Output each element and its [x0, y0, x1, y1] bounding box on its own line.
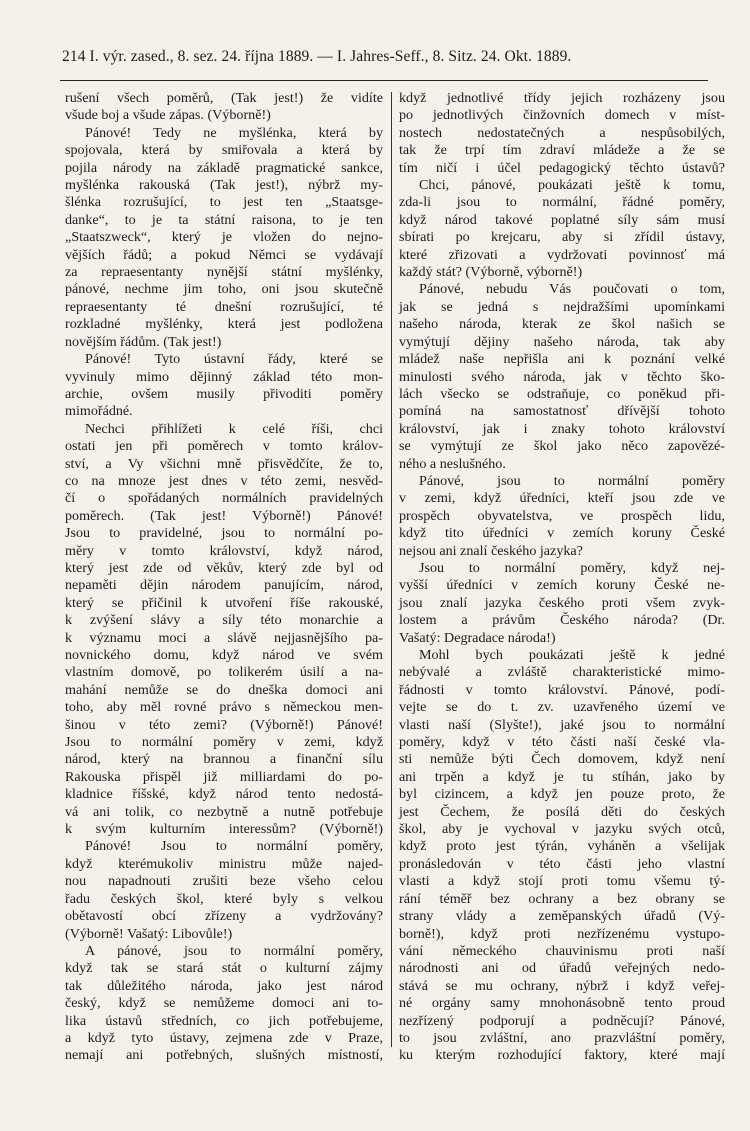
text-line: tak důležitého národa, jako jest národ [65, 977, 383, 994]
text-line: a když tyto ústavy, zejmena zde v Praze, [65, 1029, 383, 1046]
text-line: mimořádné. [65, 403, 133, 420]
text-line: novějším řádům. (Tak jest!) [65, 333, 222, 350]
text-line: měry v tomto království, když národ, [65, 542, 383, 559]
text-line: ného a neslušného. [399, 455, 506, 472]
text-line: Nechci přihlížeti k celé říši, chci [85, 420, 383, 437]
text-line: vání německého chauvinismu proti naší [399, 942, 725, 959]
text-line: tak že trpí tím zdraví mládeže a že se [399, 142, 725, 159]
text-line: nezřízený podporují a podněcují? Pánové, [399, 1012, 725, 1029]
text-line: novnického domu, když národ ve svém [65, 647, 383, 663]
text-line: vyšší úředníci v zemích koruny České ne- [399, 577, 725, 594]
text-line: repraesentanty té dnešní rozrušující, té [65, 298, 383, 315]
text-line: k významu moci a slávě nejjasnějšího pa- [65, 629, 383, 646]
text-line: pomíná na samostatnosť dřívější tohoto [399, 403, 725, 420]
text-line: rozkladné myšlénky, která jest podložena [65, 316, 383, 333]
running-header: 214 I. výr. zased., 8. sez. 24. října 1889. — I. Jahres-Seff., 8. Sitz. 24. Okt. 1889. [62, 48, 572, 65]
text-line: sbírati po krejcaru, aby si zřídil ústavy, [399, 229, 725, 246]
text-line: co na mnoze jest dnes v této zemi, nesvěd- [65, 472, 383, 489]
text-line: mládež naše nepřišla ani k poznání velké [399, 351, 725, 368]
text-line: rušení všech poměrů, (Tak jest!) že vidíte [65, 90, 383, 106]
text-line: všude boj a všude zápas. (Výborně!) [65, 107, 271, 124]
text-line: Jsou to normální poměry v zemi, když [65, 734, 383, 751]
text-line: národ, který na brannou a finanční sílu [65, 751, 383, 768]
text-line: mahání nemůže se do dneška domoci ani [65, 681, 383, 698]
column-divider [391, 92, 392, 1047]
text-line: tím ničí i účel pedagogický těchto ústavů? [399, 159, 725, 176]
text-line: Jsou to pravidelné, jsou to normální po- [65, 525, 383, 542]
text-line: sti nemůže býti Čech domovem, když není [399, 751, 725, 768]
text-line: Jsou to normální poměry, když nej- [419, 559, 725, 576]
text-line: vymýtují dějiny našeho národa, tak aby [399, 333, 725, 350]
text-line: nemají ani potřebných, slušných místností, [65, 1047, 383, 1064]
text-line: rání téměř bez ochrany a bez obrany se [399, 890, 725, 907]
text-line: království, jak i znaky tohoto království [399, 420, 725, 437]
text-line: né orgány samy mnohonásobně tento proud [399, 995, 725, 1012]
text-line: Chci, pánové, poukázati ještě k tomu, [419, 177, 725, 194]
text-line: borně!), když proti nezřízenému vystupo- [399, 925, 725, 942]
text-line: strany vlády a zeměpanských úřadů (Vý- [399, 908, 725, 925]
text-line: řádnosti v tomto království. Pánové, podí- [399, 681, 725, 698]
text-line: kladnice říšské, když národ tento nedostá- [65, 786, 383, 803]
text-line: Pánové! Jsou to normální poměry, [85, 838, 383, 855]
text-line: k svým kulturním interessům? (Výborně!) [65, 821, 383, 838]
text-line: nebývalé a zvláště charakteristické mimo- [399, 664, 725, 681]
text-line: za repraesentanty nynější státní myšlénky, [65, 264, 383, 281]
text-line: k zvýšení slávy a síly této monarchie a [65, 612, 383, 629]
text-line: Pánové, jsou to normální poměry [419, 472, 725, 489]
text-line: lika ústavů středních, co jich potřebujeme, [65, 1012, 383, 1029]
text-line: A pánové, jsou to normální poměry, [85, 942, 383, 959]
text-line: čí o spořádaných normálních pravidelných [65, 490, 383, 507]
text-line: v zemi, když úředníci, kteří jsou zde ve [399, 490, 725, 507]
text-line: poměrech. (Tak jest! Výborně!) Pánové! [65, 507, 383, 524]
text-line: Mohl bych poukázati ještě k jedné [419, 647, 725, 663]
text-line: národnosti ani od úřadů veřejných nedo- [399, 960, 725, 977]
text-line: prospěch obyvatelstva, ve prospěch lidu, [399, 507, 725, 524]
text-line: řadu českých škol, které byly s velkou [65, 890, 383, 907]
text-line: ostati jen při poměrech v tomto králov- [65, 438, 383, 455]
text-line: vějších řádů; a pokud Němci se vydávají [65, 246, 383, 263]
text-line: pronásledován v této části jeho vlastní [399, 855, 725, 872]
text-line: se vymýtují ze škol jako něco zapovězé- [399, 438, 725, 455]
text-line: po jednotlivých činžovních domech v míst- [399, 107, 725, 124]
text-line: nejsou ani znalí českého jazyka? [399, 542, 583, 559]
text-line: když kterémukoliv ministru může najed- [65, 855, 383, 872]
text-line: toho, aby měl rovné právo s německou men- [65, 699, 383, 716]
header-rule [60, 80, 708, 81]
text-line: Rakouska přispěl již milliardami do po- [65, 768, 383, 785]
text-line: to jsou zvláštní, ano prazvláštní poměry, [399, 1029, 725, 1046]
text-line: jest Čechem, že posílá děti do českých [399, 803, 725, 820]
text-line: Pánové, nebudu Vás poučovati o tom, [419, 281, 725, 298]
text-line: šinou v této zemi? (Výborně!) Pánové! [65, 716, 383, 733]
text-line: jsou znalí jazyka českého proti všem zvyk- [399, 594, 725, 611]
text-line: když jednotlivé třídy jejich rozházeny jsou [399, 90, 725, 106]
text-line: ani trpěn a když je tu stíhán, jako by [399, 768, 725, 785]
text-line: pojila národy na základě pragmatické sankce, [65, 159, 383, 176]
text-line: ství, a Vy všichni mně přisvědčíte, že to, [65, 455, 383, 472]
text-line: myšlénka rakouská (Tak jest!), nýbrž my- [65, 177, 383, 194]
text-line: vlasti naší (Slyšte!), jaké jsou to normální [399, 716, 725, 733]
text-line: když tak se stará stát o kulturní zájmy [65, 960, 383, 977]
text-line: Vašatý: Degradace národa!) [399, 629, 556, 646]
text-line: vyvinuly mimo dějinný základ této mon- [65, 368, 383, 385]
text-line: Pánové! Tyto ústavní řády, které se [85, 351, 383, 368]
text-line: archie, ovšem musily přivoditi poměry [65, 385, 383, 402]
text-line: nepaměti dějin národem panujícím, národ, [65, 577, 383, 594]
text-line: které zřizovati a vydržovati povinnosť má [399, 246, 725, 263]
text-line: (Výborně! Vašatý: Libovůle!) [65, 925, 233, 942]
text-line: zda-li jsou to normální, řádné poměry, [399, 194, 725, 211]
text-line: minulosti svého národa, jak v těchto ško- [399, 368, 725, 385]
text-line: když proto jest týrán, vyháněn a všelijak [399, 838, 725, 855]
text-line: stává se mu ochrany, nýbrž i když veřej- [399, 977, 725, 994]
text-line: obětavostí obcí zřízeny a vydržovány? [65, 908, 383, 925]
text-line: který se přičinil k utvoření říše rakouské, [65, 594, 383, 611]
text-line: byl cizincem, a když jen pouze proto, že [399, 786, 725, 803]
text-line: vá ani tolik, co nezbytně a nutně potřebuje [65, 803, 383, 820]
text-line: každý stát? (Výborně, výborně!) [399, 264, 583, 281]
text-line: který jest zde od věkův, který zde byl od [65, 559, 383, 576]
text-line: český, když se nemůžeme domoci ani to- [65, 995, 383, 1012]
text-line: škol, aby je vychoval v jazyku svých otců, [399, 821, 725, 838]
text-line: šlénka rozrušující, to jest ten „Staatsge- [65, 194, 383, 211]
text-line: spojovala, která by smiřovala a která by [65, 142, 383, 159]
text-line: poměry, když v této části naší české vla- [399, 734, 725, 751]
text-line: vlasti a když stojí proti tomu všemu tý- [399, 873, 725, 890]
text-line: když tito úředníci v zemích koruny České [399, 525, 725, 542]
text-line: nostech nedostatečných a nespůsobilých, [399, 124, 725, 141]
left-column [65, 90, 383, 1065]
text-line: „Staatszweck“, který je vložen do nejno- [65, 229, 383, 246]
text-line: Pánové! Tedy ne myšlénka, která by [85, 124, 383, 141]
text-line: lách všecko se odstraňuje, co poněkud při- [399, 385, 725, 402]
text-line: pánové, nechme jim toho, oni jsou skutečně [65, 281, 383, 298]
text-line: jak se jedná s nejdražšími upomínkami [399, 298, 725, 315]
text-line: vlastním domově, po tolikerém úsilí a na- [65, 664, 383, 681]
text-line: danke“, to je ta státní raisona, to je ten [65, 211, 383, 228]
text-line: lostem a právům Českého národa? (Dr. [399, 612, 725, 629]
text-line: našeho národa, kterak ze škol našich se [399, 316, 725, 333]
text-line: když národ takové poplatné síly sám musí [399, 211, 725, 228]
text-line: nou napadnouti zrušiti beze všeho celou [65, 873, 383, 890]
right-column [399, 90, 725, 1065]
text-line: ku kterým rozhodující faktory, které mají [399, 1047, 725, 1064]
text-line: vejte se do t. zv. uzavřeného území ve [399, 699, 725, 716]
